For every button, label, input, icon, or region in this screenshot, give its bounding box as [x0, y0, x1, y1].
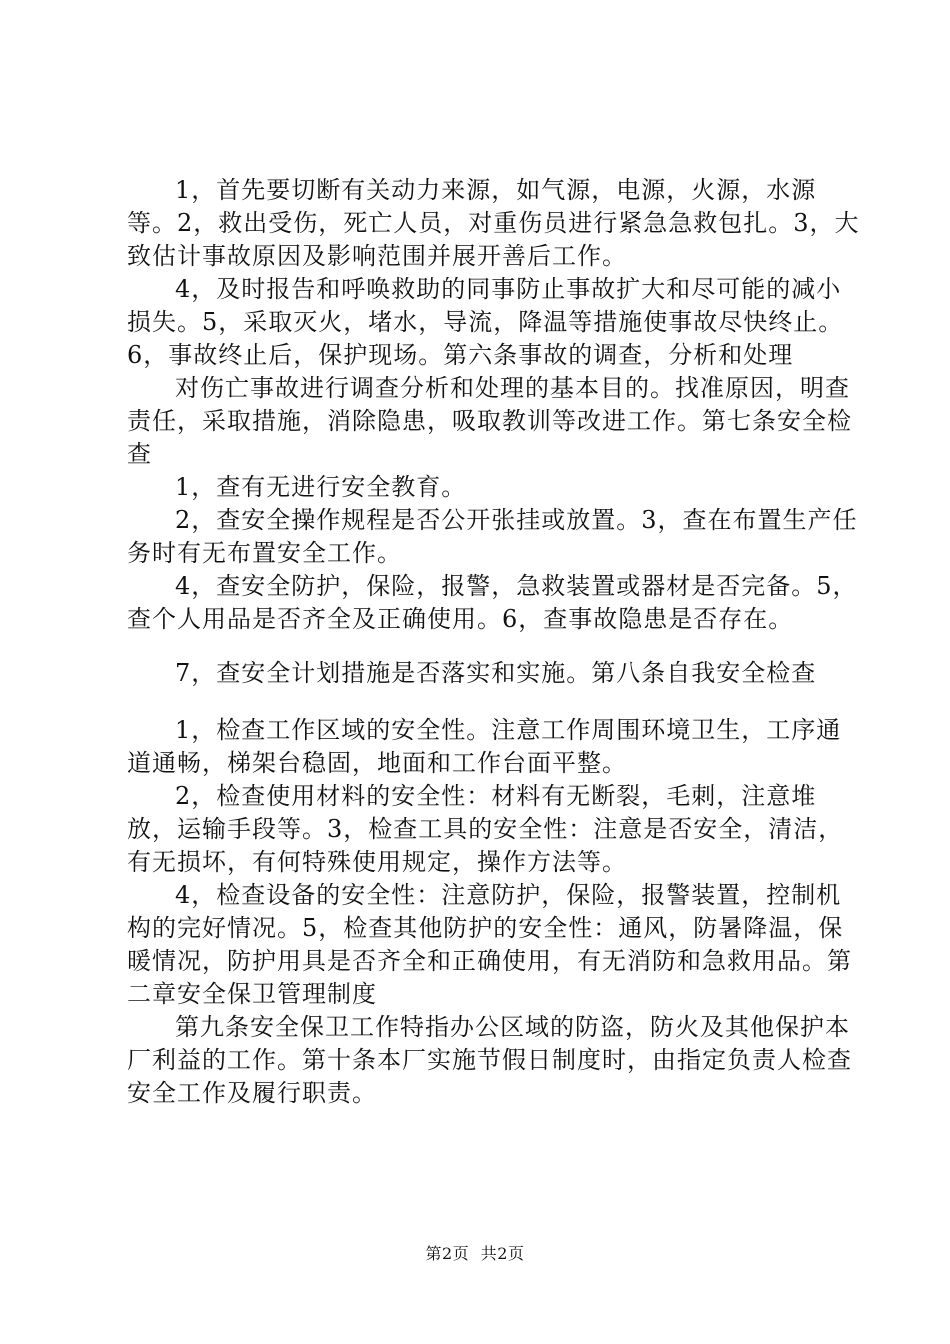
page-number-total: 共2页: [480, 1244, 525, 1263]
paragraph-9: 2，检查使用材料的安全性：材料有无断裂，毛刺，注意堆放，运输手段等。3，检查工具的安全性：注意是否安全，清洁，有无损坏，有何特殊使用规定，操作方法等。: [127, 782, 844, 876]
page-footer: [0, 1244, 950, 1264]
page-number-current: 第2页: [425, 1244, 470, 1263]
paragraph-7: 7，查安全计划措施是否落实和实施。第八条自我安全检查: [175, 659, 817, 687]
paragraph-6: 4，查安全防护，保险，报警，急救装置或器材是否完备。5，查个人用品是否齐全及正确使用。6，查事故隐患是否存在。: [127, 572, 858, 633]
paragraph-3: 对伤亡事故进行调查分析和处理的基本目的。找准原因，明查责任，采取措施，消除隐患，吸取教训等改进工作。第七条安全检查: [127, 374, 852, 468]
paragraph-2: 4，及时报告和呼唤救助的同事防止事故扩大和尽可能的减小损失。5，采取灭火，堵水，导流，降温等措施使事故尽快终止。6，事故终止后，保护现场。第六条事故的调查，分析和处理: [127, 275, 844, 369]
paragraph-8: 1，检查工作区域的安全性。注意工作周围环境卫生，工序通道通畅，梯架台稳固，地面和工作台面平整。: [127, 716, 842, 777]
paragraph-1: 1，首先要切断有关动力来源，如气源，电源，火源，水源等。2，救出受伤，死亡人员，对重伤员进行紧急急救包扎。3，大致估计事故原因及影响范围并展开善后工作。: [127, 176, 860, 270]
paragraph-11: 第九条安全保卫工作特指办公区域的防盗，防火及其他保护本厂利益的工作。第十条本厂实施节假日制度时，由指定负责人检查安全工作及履行职责。: [127, 1013, 852, 1107]
document-body: [127, 174, 862, 1110]
paragraph-5: 2，查安全操作规程是否公开张挂或放置。3，查在布置生产任务时有无布置安全工作。: [127, 506, 858, 567]
paragraph-4: 1，查有无进行安全教育。: [175, 473, 467, 501]
paragraph-10: 4，检查设备的安全性：注意防护，保险，报警装置，控制机构的完好情况。5，检查其他防护的安全性：通风，防暑降温，保暖情况，防护用具是否齐全和正确使用，有无消防和急救用品。第二章安全保卫管理制度: [127, 881, 852, 1008]
